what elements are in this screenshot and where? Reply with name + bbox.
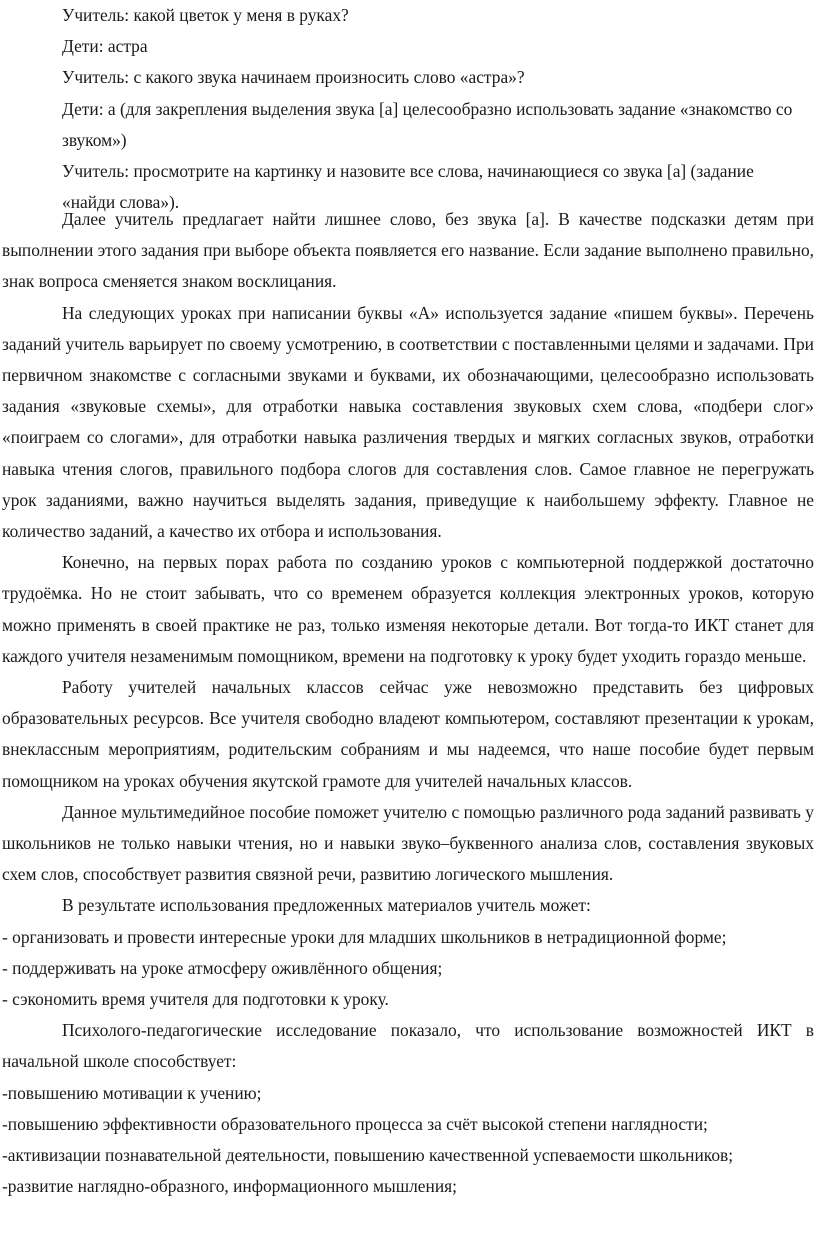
paragraph-4: Работу учителей начальных классов сейчас уже невозможно представить без цифровых образовательных ресурсов. Все учителя свободно владеют компьютером, составляют презентации к урокам, внеклассным мероприятиям, родительским собраниям и мы надеемся, что наше пособие будет первым помощником на уроках обучения якутской грамоте для учителей начальных классов. — [2, 677, 814, 791]
children-answer-2-line-2: звуком») — [62, 129, 127, 150]
teacher-question-2: Учитель: с какого звука начинаем произносить слово «астра»? — [62, 67, 525, 88]
list-item: -развитие наглядно-образного, информационного мышления; — [2, 1176, 457, 1197]
paragraph-3: Конечно, на первых порах работа по созданию уроков с компьютерной поддержкой достаточно трудоёмка. Но не стоит забывать, что со временем образуется коллекция электронных уроков, которую можно применять в своей практике не раз, только изменяя некоторые детали. Вот тогда-то ИКТ станет для каждого учителя незаменимым помощником, времени на подготовку к уроку будет уходить гораздо меньше. — [2, 552, 814, 666]
teacher-question-1: Учитель: какой цветок у меня в руках? — [62, 5, 349, 25]
list-item: -активизации познавательной деятельности, повышению качественной успеваемости школьников; — [2, 1145, 734, 1166]
list-item: - организовать и провести интересные уроки для младших школьников в нетрадиционной форме; — [2, 926, 727, 947]
list-item: -повышению эффективности образовательного процесса за счёт высокой степени наглядности; — [2, 1113, 708, 1134]
children-answer-1: Дети: астра — [62, 36, 148, 57]
paragraph-1: Далее учитель предлагает найти лишнее слово, без звука [а]. В качестве подсказки детям при выполнении этого задания при выборе объекта появляется его название. Если задание выполнено правильно, знак вопроса сменяется знаком восклицания. — [2, 209, 814, 292]
paragraph-6: В результате использования предложенных материалов учитель может: — [62, 895, 591, 916]
list-item: - поддерживать на уроке атмосферу оживлённого общения; — [2, 957, 443, 978]
paragraph-7: Психолого-педагогические исследование показало, что использование возможностей ИКТ в начальной школе способствует: — [2, 1020, 814, 1072]
list-item: - сэкономить время учителя для подготовки к уроку. — [2, 989, 389, 1010]
body-text — [2, 204, 814, 1203]
paragraph-5: Данное мультимедийное пособие поможет учителю с помощью различного рода заданий развивать у школьников не только навыки чтения, но и навыки звуко–буквенного анализа слов, составления звуковых схем слов, способствует развития связной речи, развитию логического мышления. — [2, 801, 814, 885]
dialogue-block — [62, 0, 814, 218]
list-item: -повышению мотивации к учению; — [2, 1082, 262, 1103]
teacher-question-3-line-2: «найди слова»). — [62, 192, 180, 213]
teacher-question-3-line-1: Учитель: просмотрите на картинку и назовите все слова, начинающиеся со звука [а] (задание — [62, 161, 754, 182]
children-answer-2-line-1: Дети: а (для закрепления выделения звука [а] целесообразно использовать задание «знакомство со — [62, 98, 793, 119]
paragraph-2: На следующих уроках при написании буквы «А» используется задание «пишем буквы». Перечень заданий учитель варьирует по своему усмотрению, в соответствии с поставленными целями и задачами. При первичном знакомстве с согласными звуками и буквами, их обозначающими, целесообразно использовать задания «звуковые схемы», для отработки навыка составления звуковых схем слова, «подбери слог» «поиграем со слогами», для отработки навыка различения твердых и мягких согласных звуков, отработки навыка чтения слогов, правильного подбора слогов для составления слов. Самое главное не перегружать урок заданиями, важно научиться выделять задания, приведущие к наибольшему эффекту. Главное не количество заданий, а качество их отбора и использования. — [2, 302, 814, 542]
